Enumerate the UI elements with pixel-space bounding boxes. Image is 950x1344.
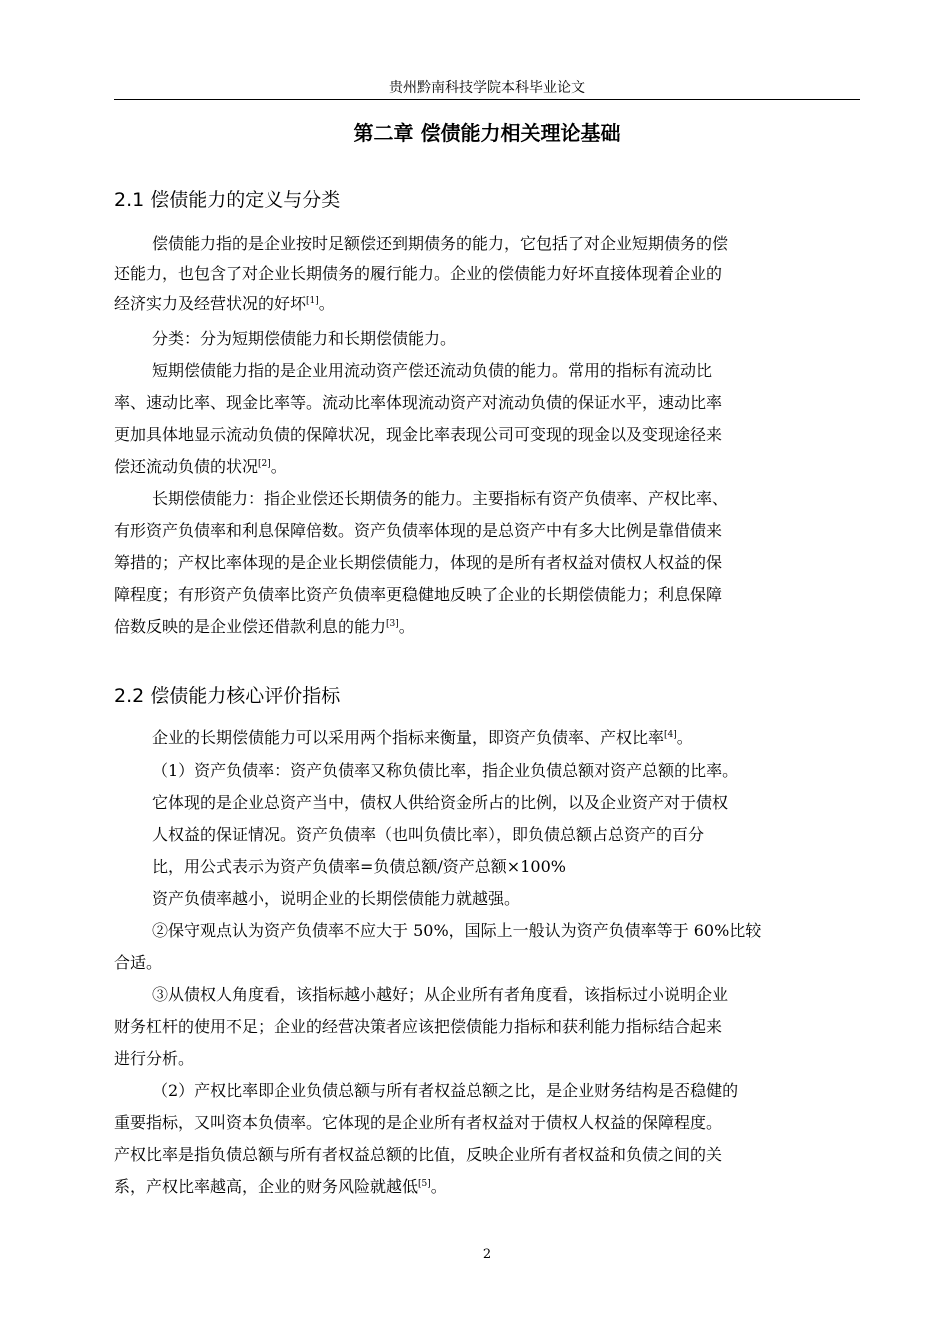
paragraph-line: 它体现的是企业总资产当中，债权人供给资金所占的比例，以及企业资产对于债权	[152, 793, 729, 812]
page-number: 2	[482, 1247, 492, 1262]
paragraph-line: 财务杠杆的使用不足；企业的经营决策者应该把偿债能力指标和获利能力指标结合起来	[114, 1017, 723, 1036]
citation: [1]	[306, 296, 319, 306]
paragraph-line: 倍数反映的是企业偿还借款利息的能力[3]。	[114, 617, 415, 636]
paragraph-line: 合适。	[114, 953, 163, 972]
paragraph-line: 更加具体地显示流动负债的保障状况，现金比率表现公司可变现的现金以及变现途径来	[114, 425, 723, 444]
paragraph-line: 还能力，也包含了对企业长期债务的履行能力。企业的偿债能力好坏直接体现着企业的	[114, 264, 723, 283]
paragraph-line: 偿债能力指的是企业按时足额偿还到期债务的能力，它包括了对企业短期债务的偿	[152, 234, 729, 253]
paragraph-line: （1）资产负债率：资产负债率又称负债比率，指企业负债总额对资产总额的比率。	[152, 761, 739, 780]
paragraph-line: 障程度；有形资产负债率比资产负债率更稳健地反映了企业的长期偿债能力；利息保障	[114, 585, 723, 604]
paragraph-line: 有形资产负债率和利息保障倍数。资产负债率体现的是总资产中有多大比例是靠借债来	[114, 521, 723, 540]
paragraph-line: （2）产权比率即企业负债总额与所有者权益总额之比，是企业财务结构是否稳健的	[152, 1081, 739, 1100]
paragraph-line: 产权比率是指负债总额与所有者权益总额的比值，反映企业所有者权益和负债之间的关	[114, 1145, 723, 1164]
paragraph-line: 比，用公式表示为资产负债率=负债总额/资产总额×100%	[152, 857, 566, 876]
chapter-title: 第二章 偿债能力相关理论基础	[353, 121, 621, 145]
paragraph-line: 分类：分为短期偿债能力和长期偿债能力。	[152, 329, 457, 348]
citation: [2]	[258, 459, 271, 469]
paragraph-line: 人权益的保证情况。资产负债率（也叫负债比率），即负债总额占总资产的百分	[152, 825, 705, 844]
running-header: 贵州黔南科技学院本科毕业论文	[389, 80, 585, 96]
paragraph-line: 率、速动比率、现金比率等。流动比率体现流动资产对流动负债的保证水平，速动比率	[114, 393, 723, 412]
citation: [4]	[664, 730, 677, 740]
paragraph-line: ②保守观点认为资产负债率不应大于 50%，国际上一般认为资产负债率等于 60%比较	[152, 921, 762, 940]
paragraph-line: 资产负债率越小，说明企业的长期偿债能力就越强。	[152, 889, 521, 908]
paragraph-line: 短期偿债能力指的是企业用流动资产偿还流动负债的能力。常用的指标有流动比	[152, 361, 713, 380]
paragraph-line: 偿还流动负债的状况[2]。	[114, 457, 287, 476]
paragraph-line: 重要指标，又叫资本负债率。它体现的是企业所有者权益对于债权人权益的保障程度。	[114, 1113, 723, 1132]
section-heading-2-1: 2.1 偿债能力的定义与分类	[114, 189, 341, 211]
paragraph-line: 企业的长期偿债能力可以采用两个指标来衡量，即资产负债率、产权比率[4]。	[152, 728, 693, 747]
section-heading-2-2: 2.2 偿债能力核心评价指标	[114, 685, 341, 707]
citation: [3]	[386, 619, 399, 629]
paragraph-line: ③从债权人角度看，该指标越小越好；从企业所有者角度看，该指标过小说明企业	[152, 985, 729, 1004]
paragraph-line: 进行分析。	[114, 1049, 195, 1068]
header-rule	[114, 99, 860, 100]
paragraph-line: 长期偿债能力：指企业偿还长期债务的能力。主要指标有资产负债率、产权比率、	[152, 489, 729, 508]
citation: [5]	[418, 1179, 431, 1189]
paragraph-line: 筹措的；产权比率体现的是企业长期偿债能力，体现的是所有者权益对债权人权益的保	[114, 553, 723, 572]
paragraph-line: 系，产权比率越高，企业的财务风险就越低[5]。	[114, 1177, 447, 1196]
paragraph-line: 经济实力及经营状况的好坏[1]。	[114, 294, 335, 313]
